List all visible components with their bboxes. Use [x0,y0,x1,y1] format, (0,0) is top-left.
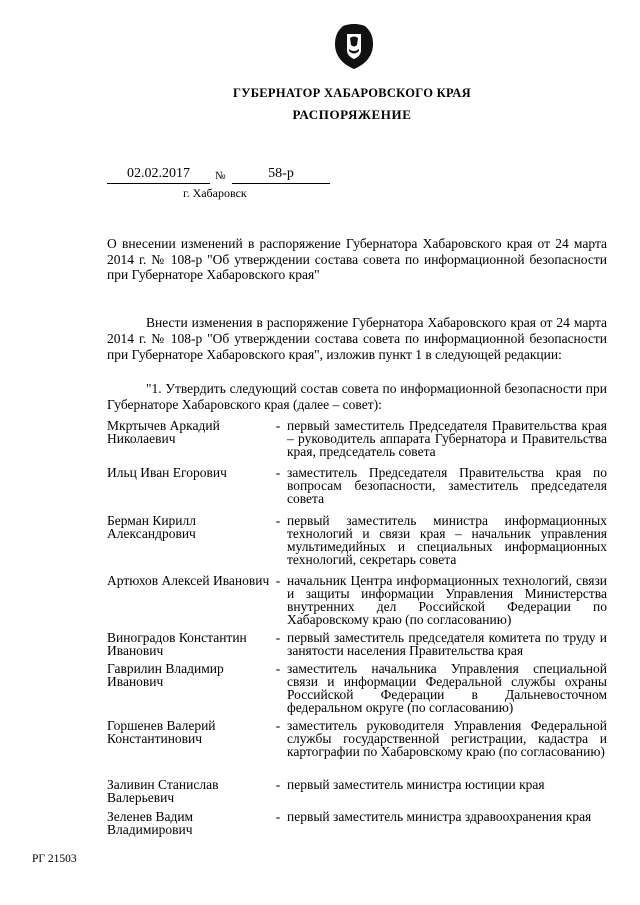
number-sign: № [215,170,226,182]
member-dash: - [275,573,281,588]
member-position: заместитель начальника Управления специальной связи и информации Федеральной службы охраны Российской Федерации в Дальневосточном федеральном округе (по согласованию) [287,661,607,715]
member-name: Заливин Станислав Валерьевич [107,777,219,805]
document-city: г. Хабаровск [183,186,247,200]
authority-title: ГУБЕРНАТОР ХАБАРОВСКОГО КРАЯ [232,86,472,100]
member-name: Берман Кирилл Александрович [107,513,197,541]
member-dash: - [275,661,281,676]
member-position: первый заместитель председателя комитета по труду и занятости населения Правительства края [287,630,607,658]
member-dash: - [275,465,281,480]
member-position: первый заместитель Председателя Правительства края – руководитель аппарата Губернатора и Правительства края, председатель совета [287,418,607,459]
document-subject: О внесении изменений в распоряжение Губернатора Хабаровского края от 24 марта 2014 г. № 108-р "Об утверждении состава совета по информационной безопасности при Губернаторе Хабаровского края" [107,236,607,282]
member-dash: - [275,777,281,792]
member-position: заместитель Председателя Правительства края по вопросам безопасности, заместитель председателя совета [287,465,607,506]
member-name: Мкртычев Аркадий Николаевич [107,418,220,446]
member-name: Ильц Иван Егорович [107,465,227,480]
document-type: РАСПОРЯЖЕНИЕ [292,107,412,122]
member-position: первый заместитель министра информационных технологий и связи края – начальник управления мультимедийных и специальных информационных технологий, секретарь совета [287,513,607,567]
member-name: Горшенев Валерий Константинович [107,718,216,746]
member-position: заместитель руководителя Управления Федеральной службы государственной регистрации, кадастра и картографии по Хабаровскому краю (по согласованию) [287,718,607,759]
member-name: Артюхов Алексей Иванович [107,573,270,588]
member-position: первый заместитель министра здравоохранения края [287,809,592,824]
member-name: Гаврилин Владимир Иванович [107,661,224,689]
member-name: Зеленев Вадим Владимирович [107,809,194,837]
member-position: первый заместитель министра юстиции края [287,777,545,792]
member-position: начальник Центра информационных технологий, связи и защиты информации Управления Министерства внутренних дел Российской Федерации по Хабаровскому краю (по согласованию) [287,573,607,627]
coat-of-arms-icon [329,20,379,70]
member-dash: - [275,513,281,528]
document-number: 58-р [232,165,330,184]
member-dash: - [275,630,281,645]
member-dash: - [275,418,281,433]
footer-code: РГ 21503 [32,853,77,865]
body-paragraph-2: "1. Утвердить следующий состав совета по информационной безопасности при Губернаторе Хабаровского края (далее – совет): [107,381,607,412]
member-name: Виноградов Константин Иванович [107,630,247,658]
document-date: 02.02.2017 [107,165,210,184]
member-dash: - [275,718,281,733]
member-dash: - [275,809,281,824]
body-paragraph-1: Внести изменения в распоряжение Губернатора Хабаровского края от 24 марта 2014 г. № 108-р "Об утверждении состава совета по информационной безопасности при Губернаторе Хабаровского края", изложив пункт 1 в следующей редакции: [107,315,607,362]
